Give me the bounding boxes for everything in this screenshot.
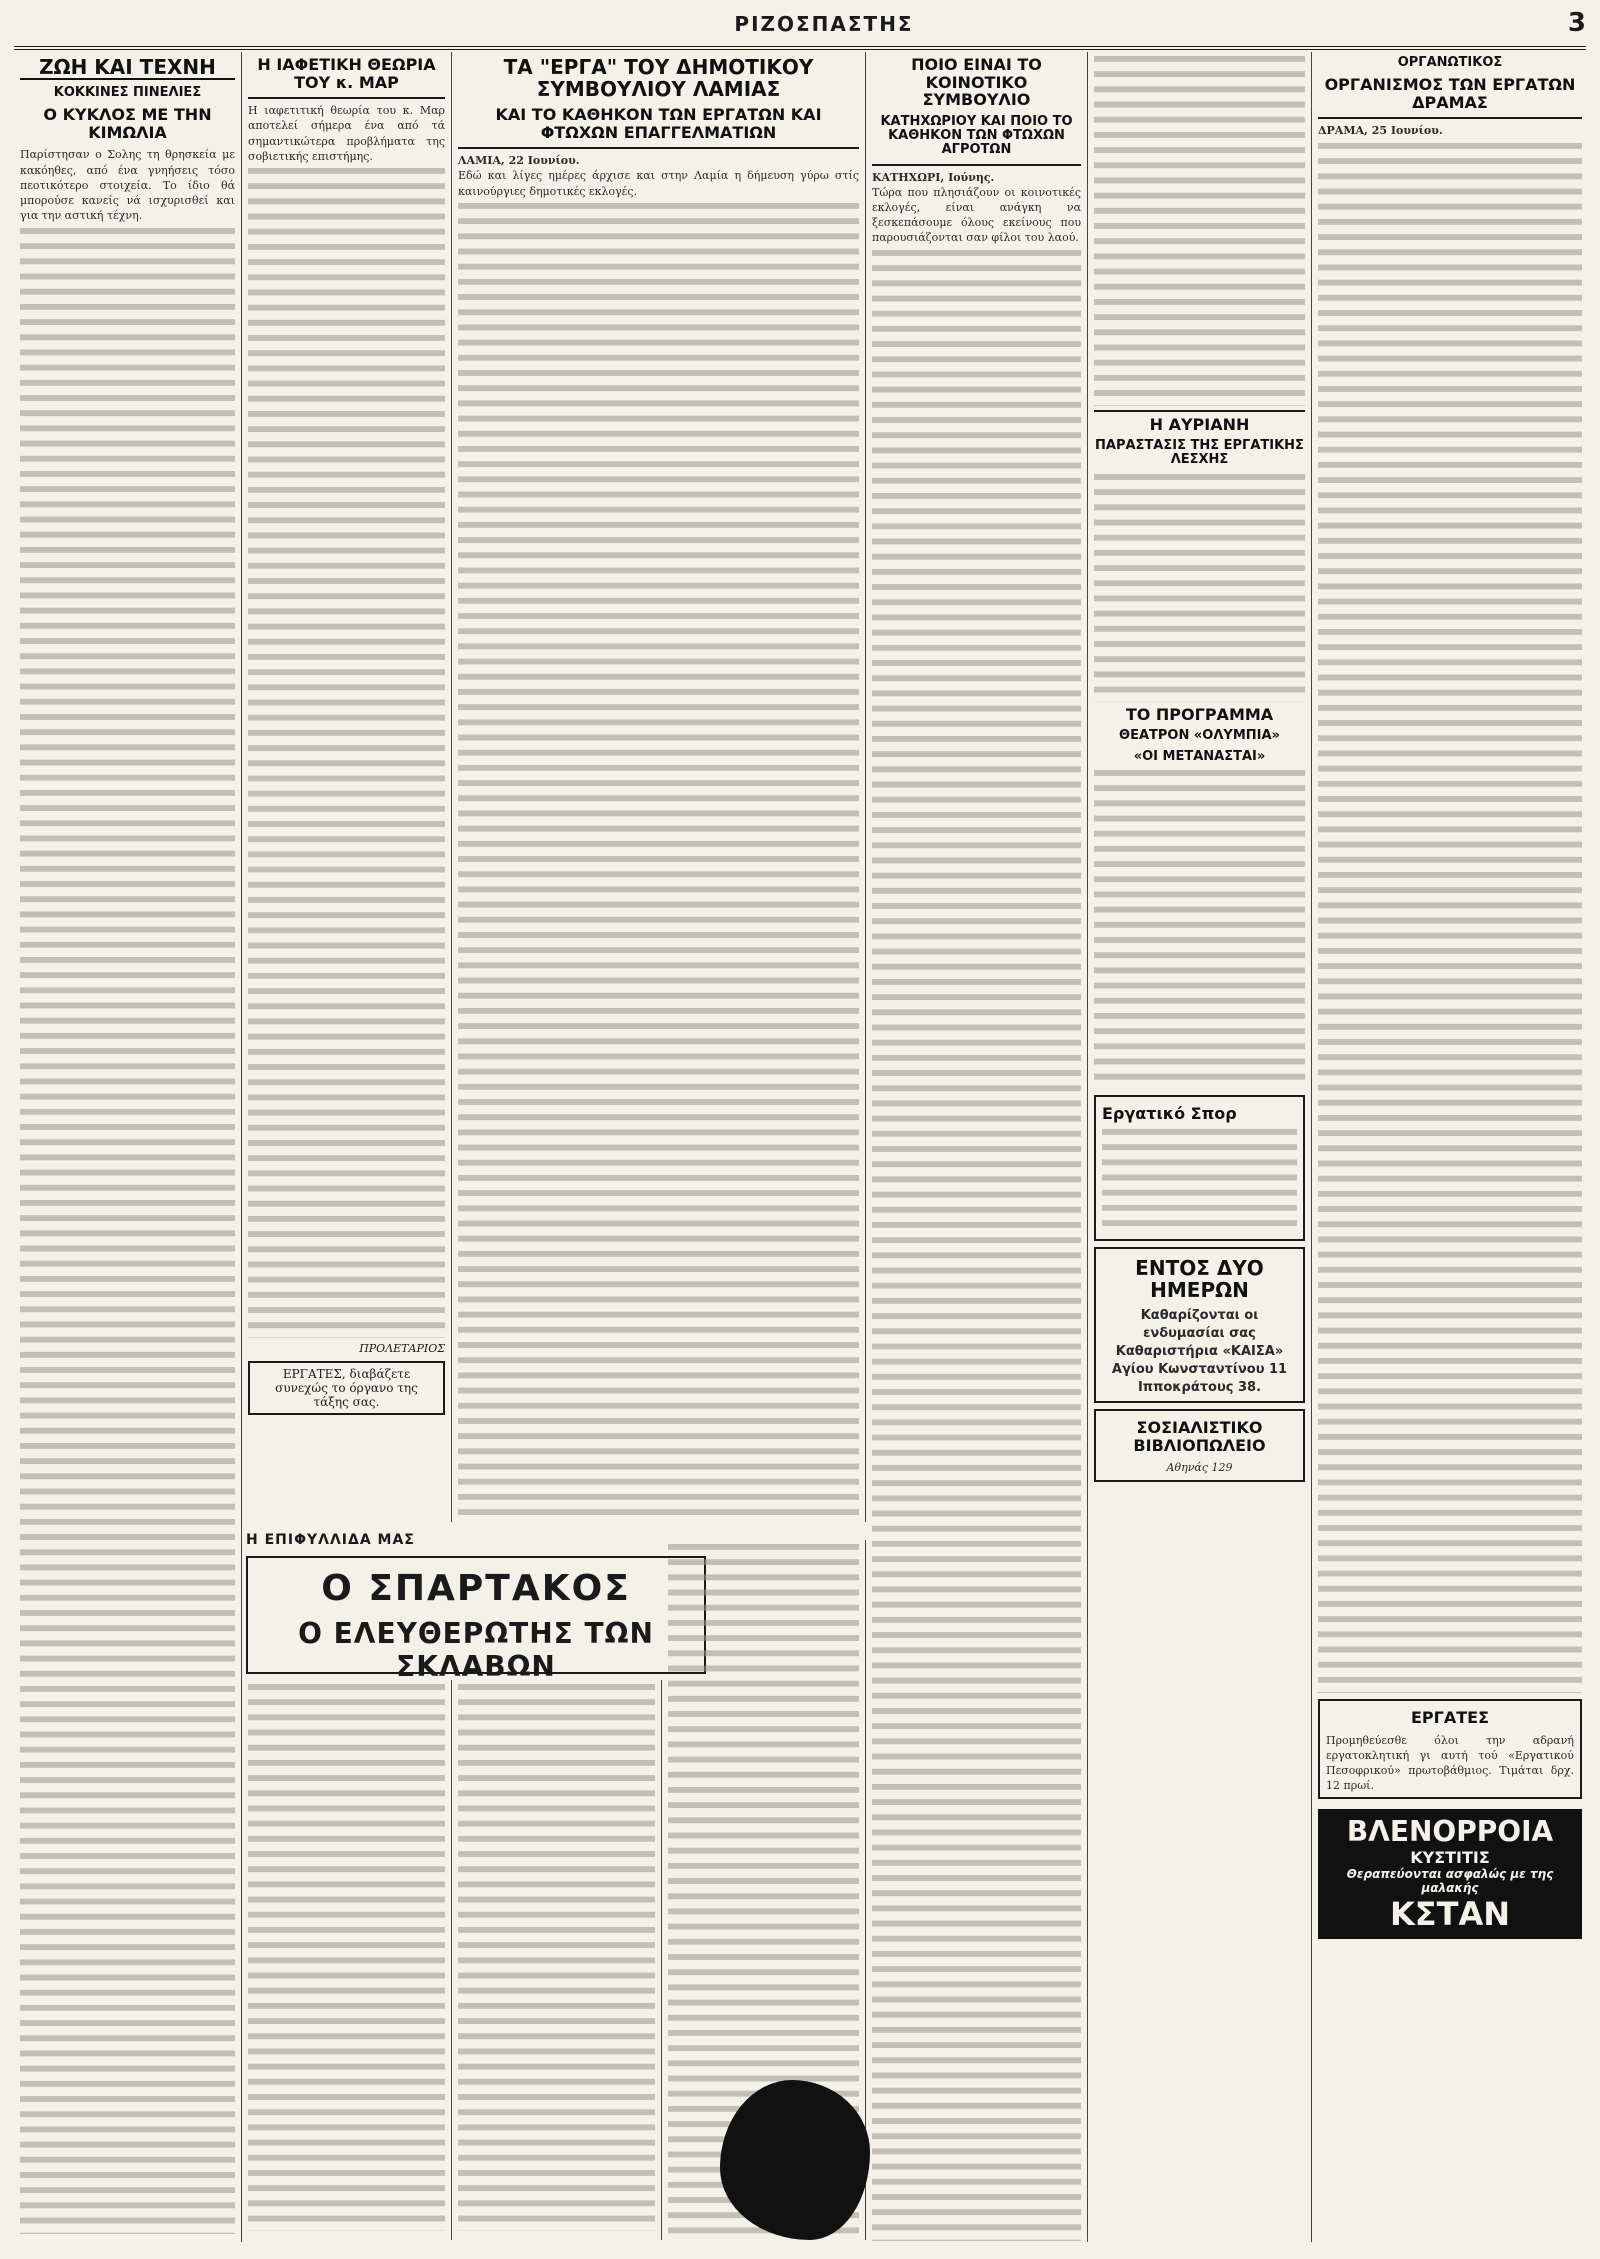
ad-line: ΚΥΣΤΙΤΙΣ <box>1410 1848 1490 1868</box>
column-japhetic-theory <box>242 52 452 1522</box>
masthead <box>14 8 1586 50</box>
serial-section-label: Η ΕΠΙΦΥΛΛΙΔΑ ΜΑΣ <box>246 1532 415 1548</box>
bookshop-title: ΣΟΣΙΑΛΙΣΤΙΚΟ ΒΙΒΛΙΟΠΩΛΕΙΟ <box>1133 1418 1266 1455</box>
theatre-name: ΘΕΑΤΡΟΝ «ΟΛΥΜΠΙΑ» <box>1119 728 1280 744</box>
serial-title-line: Ο ΕΛΕΥΘΕΡΩΤΗΣ ΤΩΝ ΣΚΛΑΒΩΝ <box>298 1617 654 1683</box>
bookshop-ad <box>1094 1409 1305 1481</box>
paper-name: ΡΙΖΟΣΠΑΣΤΗΣ <box>734 12 914 36</box>
bookshop-address: Αθηνάς 129 <box>1166 1461 1233 1475</box>
article-lead: Η ιαφετιτική θεωρία του κ. Μαρ αποτελεί σήμερα ένα από τά σημαντικώτερα προβλήματα της σοβιετικής επιστήμης. <box>248 104 449 163</box>
play-title: «ΟΙ ΜΕΤΑΝΑΣΤΑΙ» <box>1133 748 1266 764</box>
serial-title-line: Ο ΣΠΑΡΤΑΚΟΣ <box>321 1568 631 1609</box>
article-body-text <box>458 203 859 1522</box>
serial-column <box>242 1680 452 2240</box>
article-body-text <box>1094 474 1305 702</box>
article-kicker: ΚΟΚΚΙΝΕΣ ΠΙΝΕΛΙΕΣ <box>53 85 202 100</box>
workers-box <box>1318 1699 1582 1799</box>
column-katechori-council <box>866 52 1088 2242</box>
article-title: ΠΟΙΟ ΕΙΝΑΙ ΤΟ ΚΟΙΝΟΤΙΚΟ ΣΥΜΒΟΥΛΙΟ <box>911 55 1042 110</box>
article-subtitle: ΚΑΙ ΤΟ ΚΑΘΗΚΟΝ ΤΩΝ ΕΡΓΑΤΩΝ ΚΑΙ ΦΤΩΧΩΝ ΕΠΑΓΓΕΛΜΑΤΙΩΝ <box>495 105 822 142</box>
article-body-text <box>1318 143 1582 1693</box>
column-life-and-art <box>14 52 242 2242</box>
ink-stain <box>720 2080 870 2240</box>
program-title: ΤΟ ΠΡΟΓΡΑΜΜΑ <box>1125 704 1274 724</box>
divider <box>1094 410 1305 412</box>
article-subtitle: ΠΑΡΑΣΤΑΣΙΣ ΤΗΣ ΕΡΓΑΤΙΚΗΣ ΛΕΣΧΗΣ <box>1095 438 1304 468</box>
box-text: Προμηθεύεσθε όλοι την αδρανή εργατοκλητική γι αυτή τού «Εργατικού Πεσοφρικού» πρωτοβάθμιος. Τιμάται δρχ. 12 πρωί. <box>1326 1733 1578 1793</box>
section-header: ΖΩΗ ΚΑΙ ΤΕΧΝΗ <box>20 56 235 80</box>
ad-line: Θεραπεύονται ασφαλώς με της μαλακής <box>1346 1867 1554 1896</box>
article-dateline: ΔΡΑΜΑ, 25 Ιουνίου. <box>1318 124 1443 138</box>
article-body-text <box>248 168 445 1338</box>
page-number: 3 <box>1567 8 1586 38</box>
article-title: Η ΑΥΡΙΑΝΗ <box>1149 414 1250 434</box>
article-kicker: ΟΡΓΑΝΩΤΙΚΟΣ <box>1397 55 1503 70</box>
article-lead: Τώρα που πλησιάζουν οι κοινοτικές εκλογές, είναι ανάγκη να ξεσκεπάσουμε όλους εκείνους που παρουσιάζονται σαν φίλοι του λαού. <box>872 185 1085 245</box>
article-title: ΟΡΓΑΝΙΣΜΟΣ ΤΩΝ ΕΡΓΑΤΩΝ ΔΡΑΜΑΣ <box>1324 75 1576 112</box>
article-title: Η ΙΑΦΕΤΙΚΗ ΘΕΩΡΙΑ ΤΟΥ κ. ΜΑΡ <box>257 55 436 92</box>
article-lead: Παρίστησαν ο Σολης τη θρησκεία με κακόηθες, από ένα γνηήσεις τόσο πεοτικότερο στοιχεία. Το ίδιο θά μπορούσε κανείς νά ισχυρισθεί και για την αστική τέχνη. <box>20 148 239 223</box>
article-dateline: ΛΑΜΙΑ, 22 Ιουνίου. <box>458 154 580 168</box>
sport-title: Εργατικό Σπορ <box>1102 1104 1237 1124</box>
article-title: Ο ΚΥΚΛΟΣ ΜΕ ΤΗΝ ΚΙΜΩΛΙΑ <box>43 105 212 142</box>
serial-text <box>248 1684 445 2231</box>
divider <box>1318 117 1582 119</box>
sport-text <box>1102 1129 1297 1235</box>
ad-line: ΒΛΕΝΟΡΡΟΙΑ <box>1346 1815 1554 1849</box>
article-body-text <box>1094 56 1305 406</box>
article-body-text <box>872 250 1081 2241</box>
sport-box <box>1094 1095 1305 1241</box>
article-body-text <box>20 228 235 2234</box>
serial-text <box>458 1684 655 2231</box>
medical-ad <box>1318 1809 1582 1939</box>
column-drama-workers <box>1312 52 1588 2242</box>
serial-title-banner <box>246 1556 706 1683</box>
program-text <box>1094 770 1305 1089</box>
serial-column <box>452 1680 662 2240</box>
cleaners-ad <box>1094 1247 1305 1403</box>
divider <box>458 147 859 149</box>
column-lamia-council <box>452 52 866 1522</box>
divider <box>872 164 1081 166</box>
ad-text: Καθαρίζονται οι ενδυμασίαι σας Καθαριστήρια «ΚΑΙΣΑ» Αγίου Κωνσταντίνου 11 Ιπποκράτους 38. <box>1111 1308 1292 1396</box>
article-title: ΤΑ "ΕΡΓΑ" ΤΟΥ ΔΗΜΟΤΙΚΟΥ ΣΥΜΒΟΥΛΙΟΥ ΛΑΜΙΑΣ <box>503 55 814 101</box>
article-lead: Εδώ και λίγες ημέρες άρχισε και στην Λαμία η δήμευση γύρω στίς καινούργιες δημοτικές εκλογές. <box>458 169 863 198</box>
column-workers-club <box>1088 52 1312 2242</box>
divider <box>248 97 445 99</box>
box-title: ΕΡΓΑΤΕΣ <box>1410 1708 1489 1728</box>
article-subtitle: ΚΑΤΗΧΩΡΙΟΥ ΚΑΙ ΠΟΙΟ ΤΟ ΚΑΘΗΚΟΝ ΤΩΝ ΦΤΩΧΩΝ ΑΓΡΟΤΩΝ <box>880 113 1073 158</box>
ad-brand: ΚΣΤΑΝ <box>1389 1895 1511 1934</box>
article-byline: ΠΡΟΛΕΤΑΡΙΟΣ <box>359 1342 445 1356</box>
article-dateline: ΚΑΤΗΧΩΡΙ, Ιούνης. <box>872 170 995 184</box>
workers-notice: ΕΡΓΑΤΕΣ, διαβάζετε συνεχώς το όργανο της τάξης σας. <box>248 1361 445 1415</box>
ad-title: ΕΝΤΟΣ ΔΥΟ ΗΜΕΡΩΝ <box>1135 1256 1264 1303</box>
